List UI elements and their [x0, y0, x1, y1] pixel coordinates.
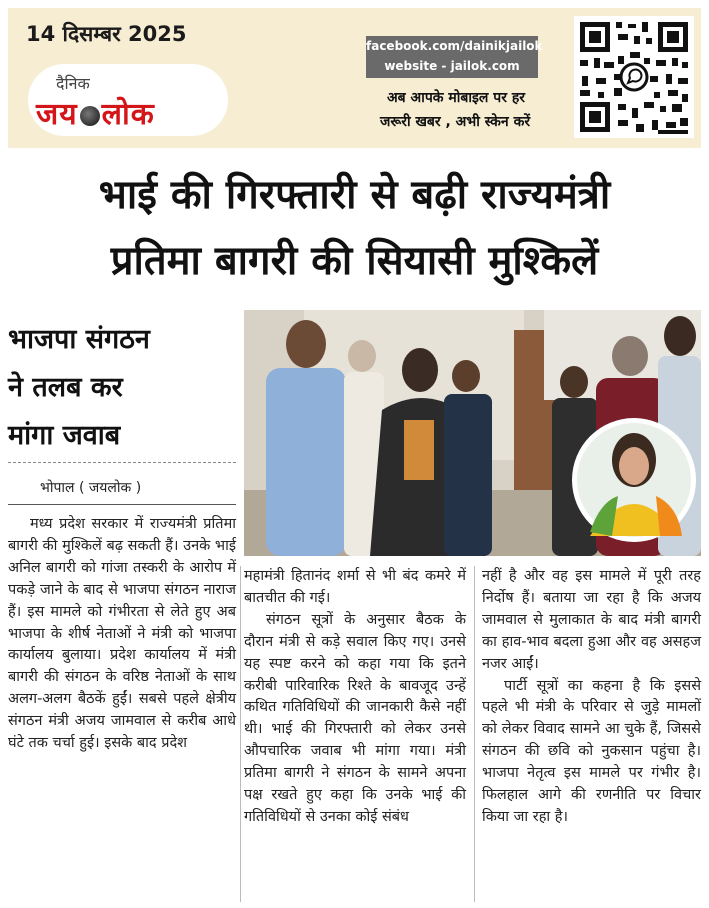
logo-word-jai: जय [36, 97, 78, 132]
column-divider [240, 566, 241, 902]
subheadline-line2: ने तलब कर [8, 372, 123, 403]
dateline: भोपाल ( जयलोक ) [40, 480, 142, 496]
article-column-3 [482, 566, 701, 829]
paragraph: मध्य प्रदेश सरकार में राज्यमंत्री प्रतिमा बागरी की मुश्किलें बढ़ सकती हैं। उनके भाई अनिल बागरी को गांजा तस्करी के आरोप में पकड़े जाने के बाद से भाजपा संगठन नाराज हैं। इस मामले को गंभीरता से लेते हुए अब भाजपा के शीर्ष नेताओं ने मंत्री को भाजपा कार्यालय बुलाया। प्रदेश कार्यालय में मंत्री बागरी की संगठन के वरिष्ठ नेताओं के साथ अलग-अलग बैठकें हुईं। सबसे पहले क्षेत्रीय संगठन मंत्री अजय जामवाल से करीब आधे घंटे तक चर्चा हुई। इसके बाद प्रदेश [8, 516, 236, 752]
column-divider [474, 566, 475, 902]
newspaper-logo [36, 92, 155, 133]
website-link: website - jailok.com [384, 59, 520, 73]
headline [8, 162, 701, 294]
headline-line2: प्रतिमा बागरी की सियासी मुश्किलें [110, 238, 599, 284]
paragraph: संगठन सूत्रों के अनुसार बैठक के दौरान मंत्री से कड़े सवाल किए गए। उनसे यह स्पष्ट करने को कहा गया कि इतने करीबी पारिवारिक रिश्ते के बावजूद उन्हें कथित गतिविधियों की जानकारी कैसे नहीं थी। भाई की गिरफ्तारी को लेकर उनसे औपचारिक जवाब भी मांगा गया। मंत्री प्रतिमा बागरी ने संगठन के सामने अपना पक्ष रखते हुए कहा कि उनके भाई की गतिविधियों से उनका कोई संबंध [244, 611, 466, 825]
paragraph: महामंत्री हितानंद शर्मा से भी बंद कमरे में बातचीत की गई। [244, 568, 466, 606]
paragraph: पार्टी सूत्रों का कहना है कि इससे पहले भी मंत्री के परिवार से जुड़े मामलों को लेकर विवाद सामने आ चुके हैं, जिससे संगठन की छवि को नुकसान पहुंचा है। भाजपा नेतृत्व इस मामले पर गंभीर है। फिलहाल आगे की रणनीति पर विचार किया जा रहा है। [482, 677, 701, 825]
social-links-box [366, 36, 543, 78]
qr-code-icon [574, 16, 694, 138]
scan-prompt-line2: जरूरी खबर , अभी स्केन करें [379, 114, 531, 130]
article-column-1 [8, 514, 236, 755]
issue-date: 14 दिसम्बर 2025 [26, 22, 187, 46]
news-photo [244, 310, 701, 556]
paragraph: नहीं है और वह इस मामले में पूरी तरह निर्दोष हैं। बताया जा रहा है कि अजय जामवाल से मुलाकात के बाद मंत्री बागरी का हाव-भाव बदला हुआ और वह असहज नजर आईं। [482, 568, 701, 672]
scan-prompt-line1: अब आपके मोबाइल पर हर [386, 90, 526, 106]
subheadline [8, 316, 236, 460]
logo-word-lok: लोक [101, 97, 155, 132]
article-column-2 [244, 566, 466, 829]
divider [8, 504, 236, 505]
globe-icon [80, 106, 100, 126]
subheadline-line3: मांगा जवाब [8, 420, 121, 451]
facebook-link: facebook.com/dainikjailok [366, 39, 543, 53]
subheadline-line1: भाजपा संगठन [8, 324, 150, 355]
headline-line1: भाई की गिरफ्तारी से बढ़ी राज्यमंत्री [98, 172, 611, 218]
logo-dainik: दैनिक [56, 74, 90, 93]
divider [8, 462, 236, 463]
